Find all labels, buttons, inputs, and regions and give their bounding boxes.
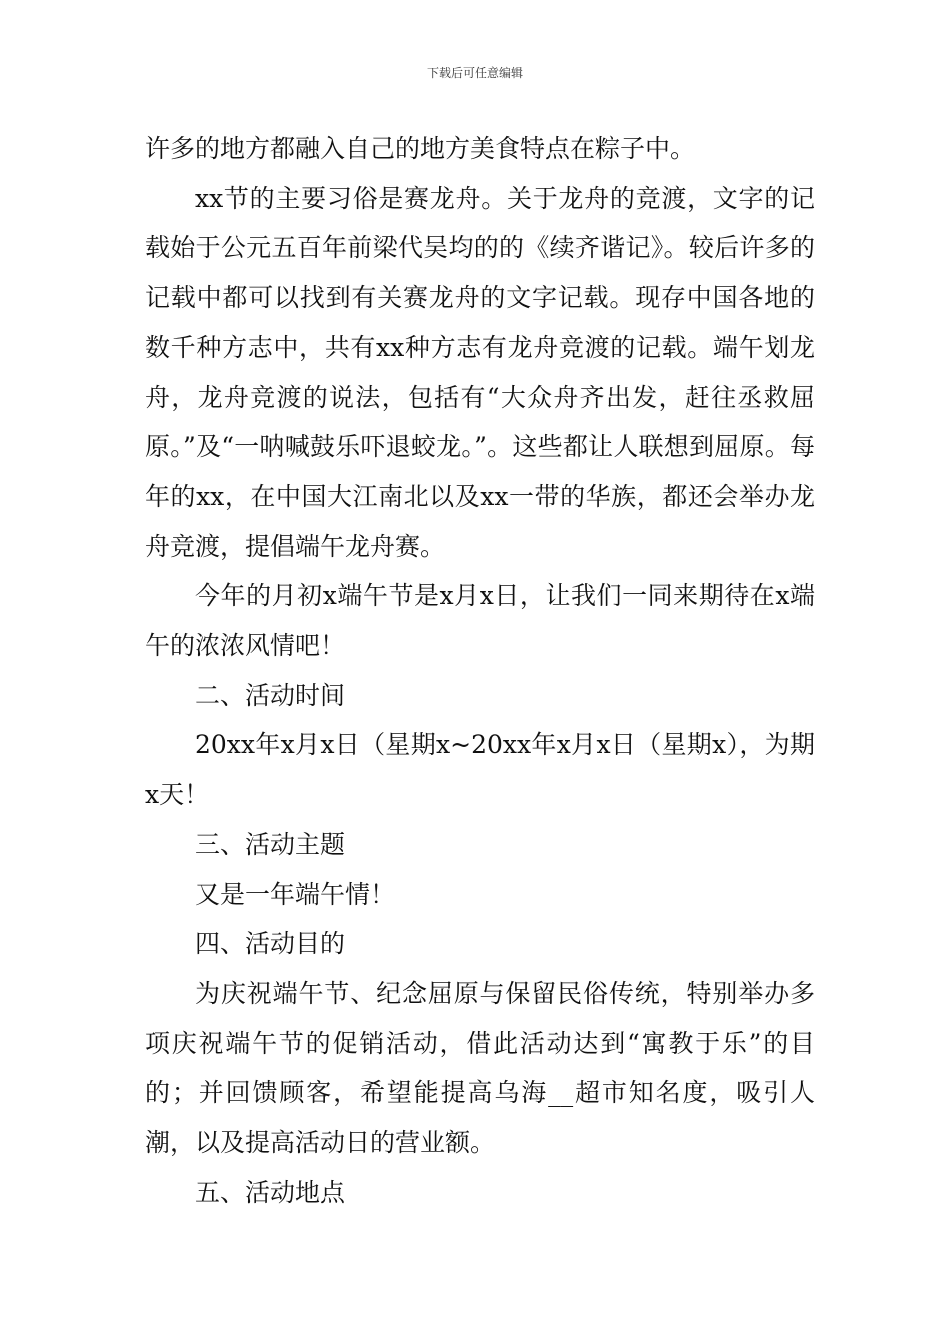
paragraph: 又是一年端午情！ xyxy=(195,879,396,909)
section-heading: 二、活动时间 xyxy=(195,680,346,710)
document-body xyxy=(145,124,815,1217)
paragraph: 为庆祝端午节、纪念屈原与保留民俗传统，特别举办多项庆祝端午节的促销活动，借此活动达到“寓教于乐”的目的；并回馈顾客，希望能提高乌海__超市知名度，吸引人潮，以及提高活动日的营业额。 xyxy=(145,978,815,1158)
paragraph: 今年的月初x端午节是x月x日，让我们一同来期待在x端午的浓浓风情吧！ xyxy=(145,581,815,661)
page-header: 下载后可任意编辑 xyxy=(426,66,523,80)
section-heading: 五、活动地点 xyxy=(195,1177,346,1207)
paragraph: 20xx年x月x日（星期x~20xx年x月x日（星期x），为期x天！ xyxy=(145,730,815,810)
paragraph: xx节的主要习俗是赛龙舟。关于龙舟的竞渡，文字的记载始于公元五百年前梁代吴均的的《续齐谐记》。较后许多的记载中都可以找到有关赛龙舟的文字记载。现存中国各地的数千种方志中，共有xx种方志有龙舟竞渡的记载。端午划龙舟，龙舟竞渡的说法，包括有“大众舟齐出发，赶往丞救屈原。”及“一呐喊鼓乐吓退蛟龙。”。这些都让人联想到屈原。每年的xx，在中国大江南北以及xx一带的华族，都还会举办龙舟竞渡，提倡端午龙舟赛。 xyxy=(145,183,815,561)
section-heading: 三、活动主题 xyxy=(195,829,346,859)
section-heading: 四、活动目的 xyxy=(195,929,346,959)
paragraph: 许多的地方都融入自己的地方美食特点在粽子中。 xyxy=(145,134,696,163)
